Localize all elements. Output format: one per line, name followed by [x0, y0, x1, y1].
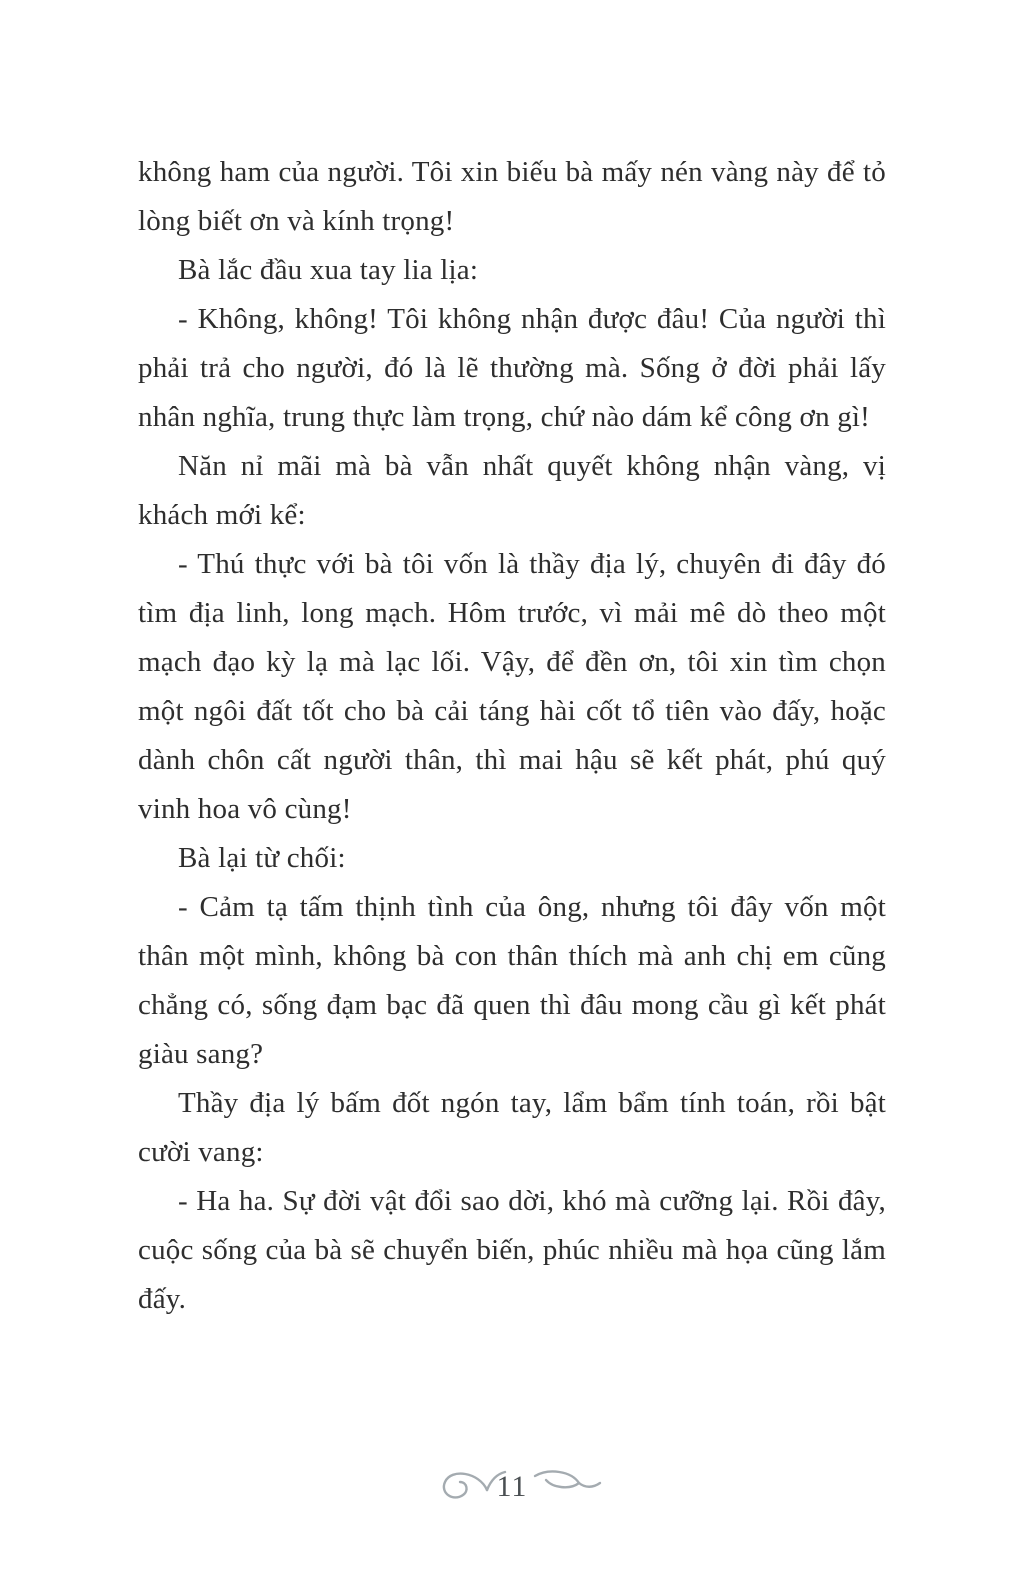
paragraph: - Cảm tạ tấm thịnh tình của ông, nhưng tôi đây vốn một thân một mình, không bà con thân thích mà anh chị em cũng chẳng có, sống đạm bạc đã quen thì đâu mong cầu gì kết phát giàu sang? [138, 891, 886, 1070]
paragraph: - Thú thực với bà tôi vốn là thầy địa lý, chuyên đi đây đó tìm địa linh, long mạch. Hôm trước, vì mải mê dò theo một mạch đạo kỳ lạ mà lạc lối. Vậy, để đền ơn, tôi xin tìm chọn một ngôi đất tốt cho bà cải táng hài cốt tổ tiên vào đấy, hoặc dành chôn cất người thân, thì mai hậu sẽ kết phát, phú quý vinh hoa vô cùng! [138, 548, 886, 825]
page-footer [0, 1442, 1024, 1532]
paragraph: Bà lại từ chối: [178, 842, 346, 874]
page-number: 11 [496, 1470, 528, 1503]
paragraph: Thầy địa lý bấm đốt ngón tay, lẩm bẩm tính toán, rồi bật cười vang: [138, 1087, 886, 1168]
paragraph: Bà lắc đầu xua tay lia lịa: [178, 254, 479, 286]
paragraph: - Ha ha. Sự đời vật đổi sao dời, khó mà cưỡng lại. Rồi đây, cuộc sống của bà sẽ chuyển biến, phúc nhiều mà họa cũng lắm đấy. [138, 1185, 886, 1315]
paragraph: - Không, không! Tôi không nhận được đâu! Của người thì phải trả cho người, đó là lẽ thường mà. Sống ở đời phải lấy nhân nghĩa, trung thực làm trọng, chứ nào dám kể công ơn gì! [138, 303, 886, 433]
page-content [138, 148, 886, 1324]
paragraph: Năn nỉ mãi mà bà vẫn nhất quyết không nhận vàng, vị khách mới kể: [138, 450, 886, 531]
page-number-ornament [417, 1452, 607, 1522]
paragraph: không ham của người. Tôi xin biếu bà mấy nén vàng này để tỏ lòng biết ơn và kính trọng! [138, 156, 886, 237]
